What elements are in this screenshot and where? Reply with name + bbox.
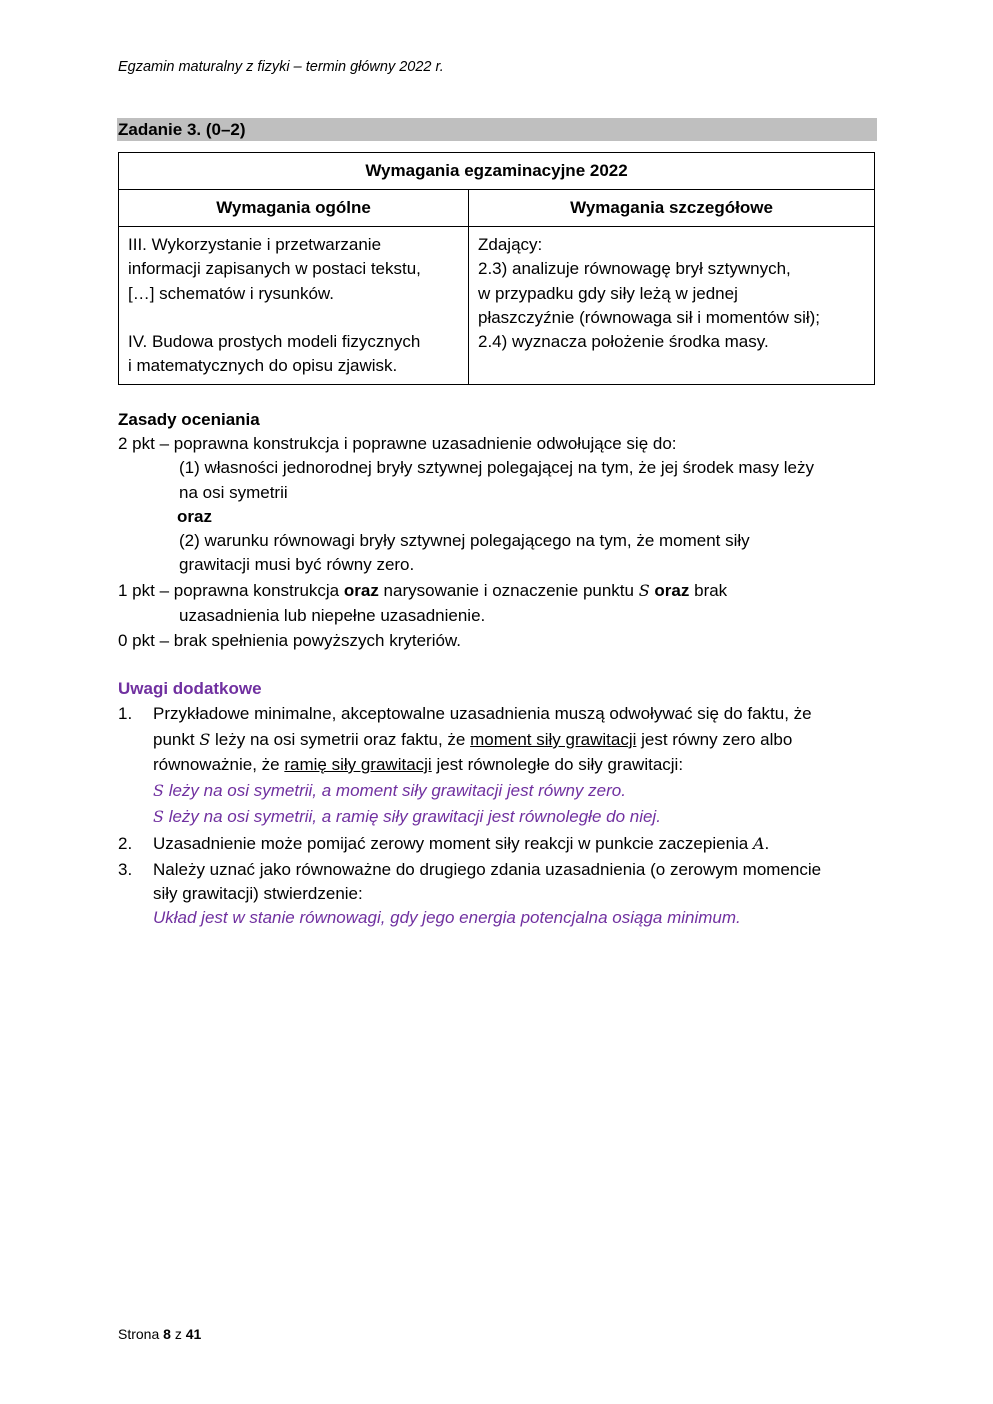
detailed-line: płaszczyźnie (równowaga sił i momentów sił);: [478, 307, 821, 327]
col-detailed-header: Wymagania szczegółowe: [469, 190, 875, 227]
general-line: III. Wykorzystanie i przetwarzanie: [128, 235, 382, 254]
table-title: Wymagania egzaminacyjne 2022: [119, 153, 875, 190]
detailed-requirements: [469, 227, 875, 385]
page-header: Egzamin maturalny z fizyki – termin główny 2022 r.: [118, 59, 444, 75]
detailed-line: 2.4) wyznacza położenie środka masy.: [478, 332, 769, 352]
score-line: na osi symetrii: [179, 483, 288, 502]
note-number: 1.: [118, 704, 133, 723]
task-title: Zadanie 3. (0–2): [117, 118, 877, 141]
note-line: punkt S leży na osi symetrii oraz faktu, że moment siły grawitacji jest równy zero albo: [153, 730, 793, 749]
scoring-title: Zasady oceniania: [118, 410, 260, 429]
general-line: i matematycznych do opisu zjawisk.: [128, 356, 398, 376]
general-line: informacji zapisanych w postaci tekstu,: [128, 259, 421, 279]
score-line: uzasadnienia lub niepełne uzasadnienie.: [179, 606, 486, 625]
score-line: (1) własności jednorodnej bryły sztywnej polegającej na tym, że jej środek masy leży: [179, 458, 814, 477]
requirements-table: [118, 152, 875, 385]
note-number: 2.: [118, 834, 133, 853]
note-line: równoważnie, że ramię siły grawitacji jest równoległe do siły grawitacji:: [153, 755, 684, 774]
note-line: Przykładowe minimalne, akceptowalne uzasadnienia muszą odwoływać się do faktu, że: [153, 704, 812, 723]
detailed-line: w przypadku gdy siły leżą w jednej: [478, 283, 738, 303]
score-2pkt: 2 pkt – poprawna konstrukcja i poprawne uzasadnienie odwołujące się do:: [118, 434, 677, 453]
detailed-line: Zdający:: [478, 235, 543, 254]
note-line: siły grawitacji) stwierdzenie:: [153, 884, 363, 903]
note-example: Układ jest w stanie równowagi, gdy jego energia potencjalna osiąga minimum.: [153, 908, 741, 927]
general-line: IV. Budowa prostych modeli fizycznych: [128, 331, 421, 351]
notes-title: Uwagi dodatkowe: [118, 679, 262, 698]
score-0pkt: 0 pkt – brak spełnienia powyższych kryteriów.: [118, 631, 461, 650]
general-line: […] schematów i rysunków.: [128, 283, 334, 303]
score-line: grawitacji musi być równy zero.: [179, 555, 415, 574]
note-number: 3.: [118, 860, 133, 879]
score-line: oraz: [177, 507, 212, 526]
note-line: Uzasadnienie może pomijać zerowy moment siły reakcji w punkcie zaczepienia A.: [153, 834, 770, 853]
score-1pkt: 1 pkt – poprawna konstrukcja oraz narysowanie i oznaczenie punktu S oraz brak: [118, 581, 728, 600]
page-footer: Strona 8 z 41: [118, 1326, 202, 1342]
detailed-line: 2.3) analizuje równowagę brył sztywnych,: [478, 259, 791, 279]
score-line: (2) warunku równowagi bryły sztywnej polegającego na tym, że moment siły: [179, 531, 750, 550]
note-line: Należy uznać jako równoważne do drugiego zdania uzasadnienia (o zerowym momencie: [153, 860, 822, 879]
note-example: S leży na osi symetrii, a ramię siły grawitacji jest równoległe do niej.: [153, 807, 661, 826]
note-example: S leży na osi symetrii, a moment siły grawitacji jest równy zero.: [153, 781, 626, 800]
general-requirements: [119, 227, 469, 385]
col-general-header: Wymagania ogólne: [119, 190, 469, 227]
